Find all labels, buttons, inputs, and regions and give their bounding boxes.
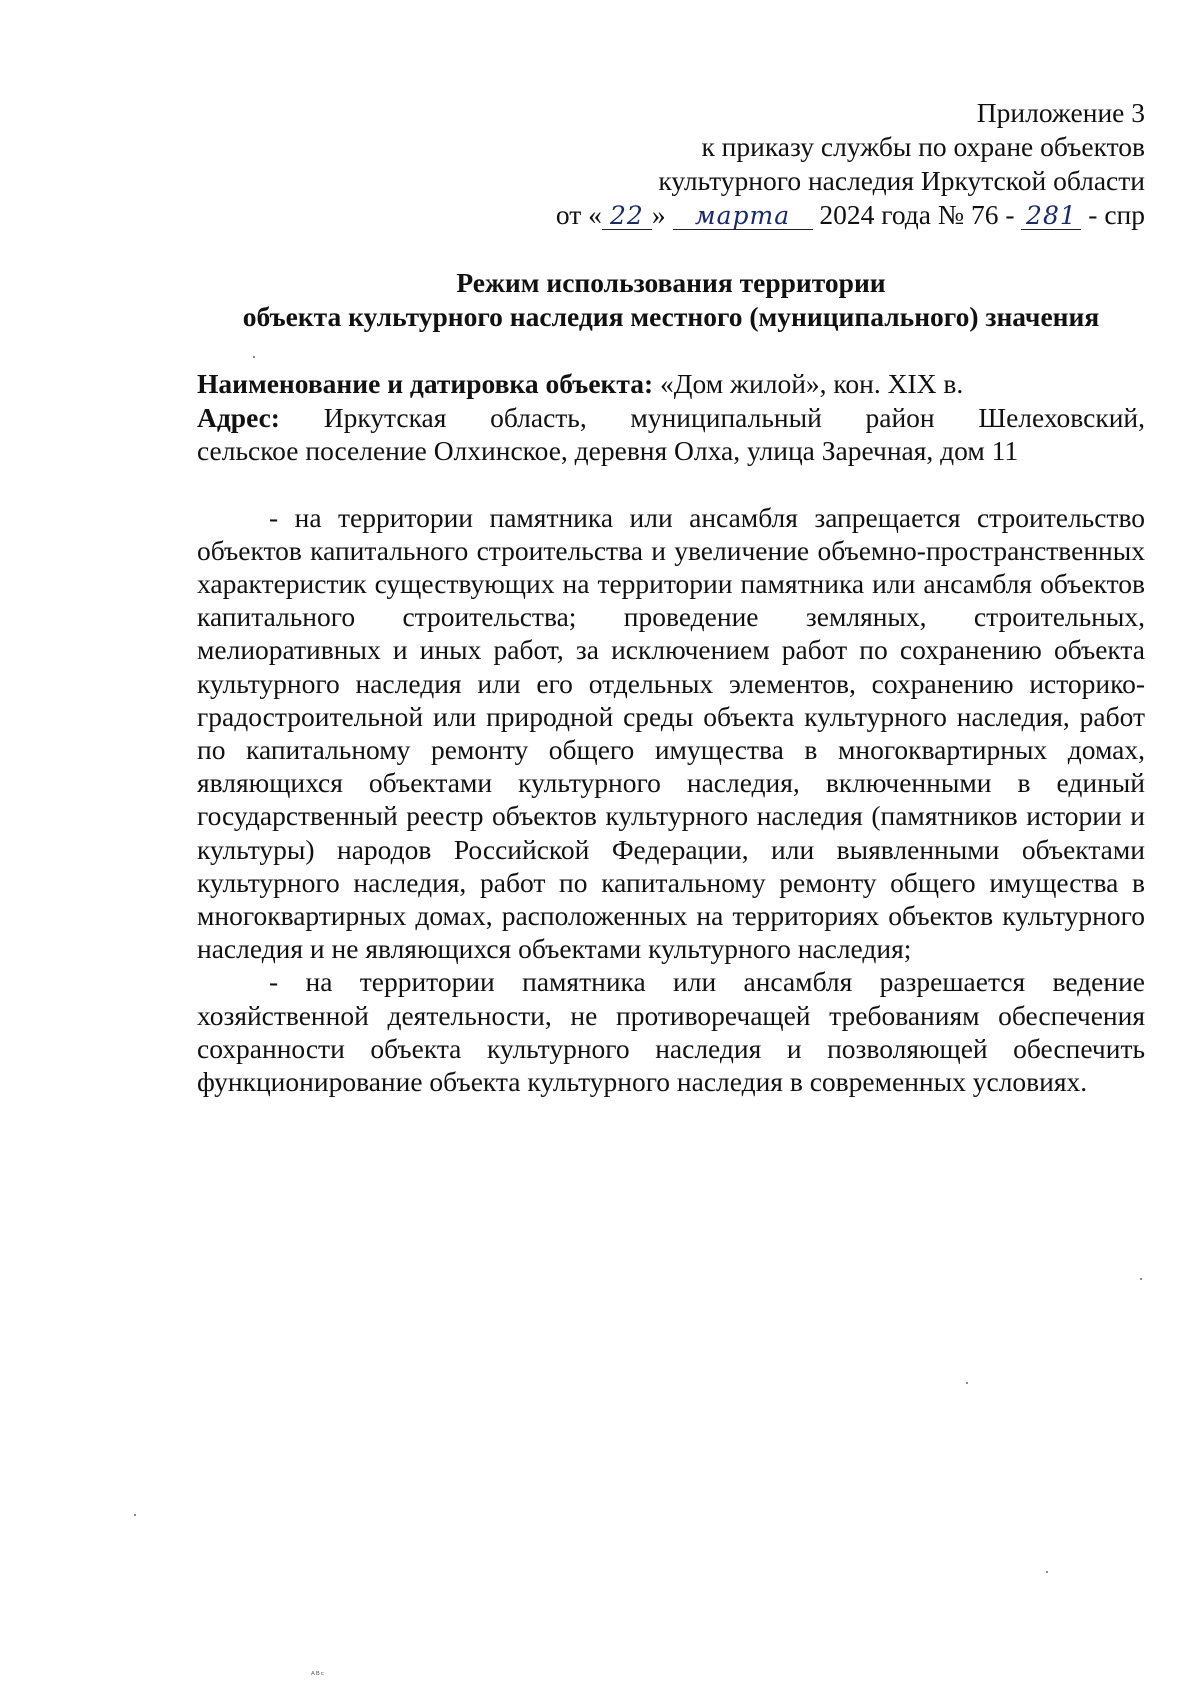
appendix-header <box>197 96 1145 232</box>
date-day-handwritten: 22 <box>609 201 644 230</box>
document-title <box>197 266 1145 334</box>
object-info <box>197 367 1145 468</box>
object-address-line-1: Иркутская область, муниципальный район Шелеховский, <box>323 401 1146 433</box>
order-suffix: - спр <box>1088 199 1145 230</box>
title-line-2: объекта культурного наследия местного (муниципального) значения <box>242 301 1100 332</box>
object-address-line-2: сельское поселение Олхинское, деревня Олха, улица Заречная, дом 11 <box>197 435 1019 466</box>
date-month-handwritten: марта <box>694 201 791 230</box>
order-reference-line-1: к приказу службы по охране объектов <box>701 131 1145 162</box>
object-address-row <box>197 401 1145 435</box>
order-reference-line-2: культурного наследия Иркутской области <box>658 165 1145 196</box>
document-body <box>197 96 1145 1098</box>
date-month-field <box>673 202 813 230</box>
object-address-label: Адрес: <box>197 401 280 433</box>
date-mid: » <box>651 199 666 230</box>
appendix-number: Приложение 3 <box>976 97 1145 128</box>
scan-speck <box>1046 1571 1048 1573</box>
scan-speck <box>966 1382 968 1384</box>
order-number-field <box>1021 202 1081 230</box>
scan-speck <box>134 1514 136 1516</box>
date-prefix: от « <box>555 199 602 230</box>
object-name-value: «Дом жилой», кон. XIX в. <box>660 368 964 399</box>
scan-artifact-mark: ᴬᴮᶜ <box>311 1671 326 1681</box>
object-name-row <box>197 367 1145 401</box>
title-line-1: Режим использования территории <box>456 267 886 298</box>
rule-permissions: - на территории памятника или ансамбля разрешается ведение хозяйственной деятельности, не противоречащей требованиям обеспечения сохранности объекта культурного наследия и позволяющей обеспечить функционирование объекта культурного наследия в современных условиях. <box>197 966 1145 1097</box>
date-day-field <box>602 202 652 230</box>
scan-speck <box>1140 1278 1142 1280</box>
usage-rules <box>197 501 1145 1099</box>
date-year-text: 2024 года № 76 - <box>819 199 1015 230</box>
scan-speck <box>253 356 255 358</box>
order-number-handwritten: 281 <box>1026 201 1077 230</box>
order-date-line <box>197 198 1145 232</box>
object-name-label: Наименование и датировка объекта: <box>197 368 654 399</box>
rule-prohibitions: - на территории памятника или ансамбля запрещается строительство объектов капитального строительства и увеличение объемно-пространственных характеристик существующих на территории памятника или ансамбля объектов капитального строительства; проведение земляных, строительных, мелиоративных и иных работ, за исключением работ по сохранению объекта культурного наследия или его отдельных элементов, сохранению историко-градостроительной или природной среды объекта культурного наследия, работ по капитальному ремонту общего имущества в многоквартирных домах, являющихся объектами культурного наследия, включенными в единый государственный реестр объектов культурного наследия (памятников истории и культуры) народов Российской Федерации, или выявленными объектами культурного наследия, работ по капитальному ремонту общего имущества в многоквартирных домах, расположенных на территориях объектов культурного наследия и не являющихся объектами культурного наследия; <box>197 501 1145 965</box>
